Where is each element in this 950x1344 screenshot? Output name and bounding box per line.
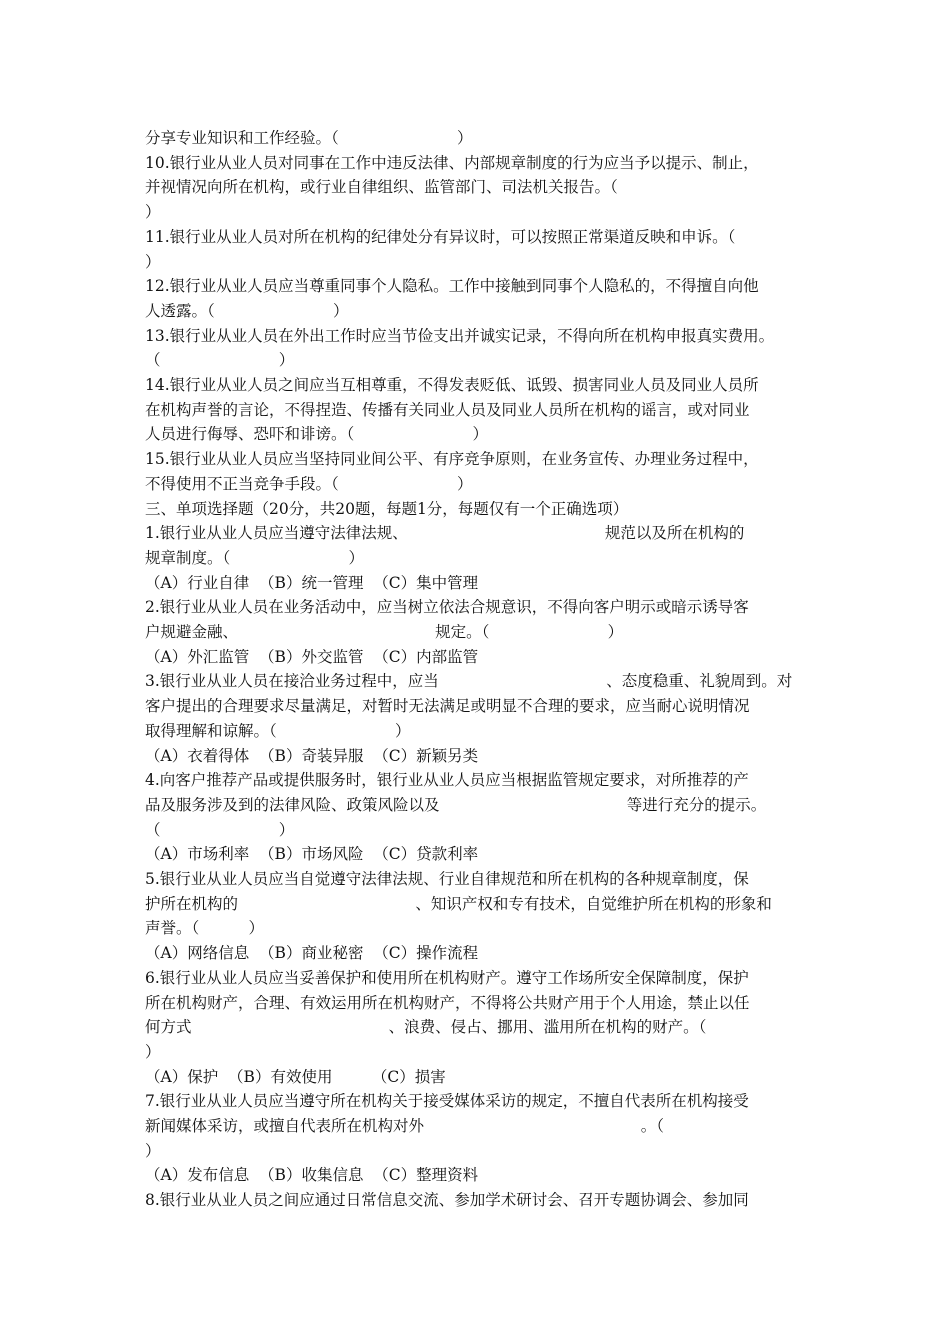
text-line: 6.银行业从业人员应当妥善保护和使用所在机构财产。遵守工作场所安全保障制度，保护 <box>145 968 749 987</box>
text-line: 15.银行业从业人员应当坚持同业间公平、有序竞争原则，在业务宣传、办理业务过程中， <box>145 450 759 469</box>
text-line: 户规避金融、 规定。（ ） <box>145 623 624 641</box>
text-line: ） <box>145 203 161 222</box>
text-line: （A）网络信息 （B）商业秘密 （C）操作流程 <box>145 944 479 963</box>
text-line: 新闻媒体采访，或擅自代表所在机构对外 。（ <box>145 1117 665 1135</box>
text-line: （A）发布信息 （B）收集信息 （C）整理资料 <box>145 1166 479 1185</box>
text-line: （ ） <box>145 820 295 839</box>
text-line: 所在机构财产，合理、有效运用所在机构财产，不得将公共财产用于个人用途，禁止以任 <box>145 993 750 1012</box>
text-line: 并视情况向所在机构，或行业自律组织、监管部门、司法机关报告。（ <box>145 178 618 197</box>
text-line: 三、单项选择题（20分，共20题，每题1分，每题仅有一个正确选项） <box>145 499 629 518</box>
text-line: 12.银行业从业人员应当尊重同事个人隐私。工作中接触到同事个人隐私的，不得擅自向他 <box>145 277 759 296</box>
text-line: ） <box>145 252 161 271</box>
text-line: 10.银行业从业人员对同事在工作中违反法律、内部规章制度的行为应当予以提示、制止， <box>145 153 759 172</box>
text-line: 品及服务涉及到的法律风险、政策风险以及 等进行充分的提示。 <box>145 795 767 814</box>
text-line: 客户提出的合理要求尽量满足，对暂时无法满足或明显不合理的要求，应当耐心说明情况 <box>145 697 750 716</box>
text-line: ） <box>145 1042 161 1061</box>
text-line: 3.银行业从业人员在接洽业务过程中，应当 、态度稳重、礼貌周到。对 <box>145 672 793 691</box>
text-line: 声誉。（ ） <box>145 919 265 938</box>
text-line: 11.银行业从业人员对所在机构的纪律处分有异议时，可以按照正常渠道反映和申诉。（ <box>145 227 736 246</box>
text-line: 2.银行业从业人员在业务活动中，应当树立依法合规意识，不得向客户明示或暗示诱导客 <box>145 598 749 617</box>
text-line: （A）保护 （B）有效使用 （C）损害 <box>145 1067 446 1086</box>
text-line: 1.银行业从业人员应当遵守法律法规、 规范以及所在机构的 <box>145 524 745 543</box>
text-line: （A）外汇监管 （B）外交监管 （C）内部监管 <box>145 647 479 666</box>
text-line: 7.银行业从业人员应当遵守所在机构关于接受媒体采访的规定，不擅自代表所在机构接受 <box>145 1092 749 1111</box>
text-line: 13.银行业从业人员在外出工作时应当节俭支出并诚实记录，不得向所在机构申报真实费用。 <box>145 326 775 345</box>
text-line: 8.银行业从业人员之间应通过日常信息交流、参加学术研讨会、召开专题协调会、参加同 <box>145 1191 749 1210</box>
text-line: （ ） <box>145 351 295 370</box>
text-line: 何方式 、浪费、侵占、挪用、滥用所在机构的财产。（ <box>145 1018 707 1037</box>
text-line: 取得理解和谅解。（ ） <box>145 721 411 740</box>
text-line: 不得使用不正当竞争手段。（ ） <box>145 474 473 493</box>
text-line: 5.银行业从业人员应当自觉遵守法律法规、行业自律规范和所在机构的各种规章制度，保 <box>145 870 749 888</box>
text-line: 人员进行侮辱、恐吓和诽谤。（ ） <box>145 425 488 444</box>
text-line: 14.银行业从业人员之间应当互相尊重，不得发表贬低、诋毁、损害同业人员及同业人员所 <box>145 376 759 394</box>
text-line: 在机构声誉的言论，不得捏造、传播有关同业人员及同业人员所在机构的谣言，或对同业 <box>145 400 750 419</box>
text-line: 4.向客户推荐产品或提供服务时，银行业从业人员应当根据监管规定要求，对所推荐的产 <box>145 771 749 790</box>
text-line: 分享专业知识和工作经验。（ ） <box>145 129 473 147</box>
text-line: 规章制度。（ ） <box>145 548 364 567</box>
text-line: ） <box>145 1141 161 1160</box>
text-line: （A）行业自律 （B）统一管理 （C）集中管理 <box>145 573 479 592</box>
text-line: 护所在机构的 、知识产权和专有技术，自觉维护所在机构的形象和 <box>145 894 772 913</box>
text-line: （A）衣着得体 （B）奇装异服 （C）新颖另类 <box>145 746 479 765</box>
text-line: 人透露。（ ） <box>145 301 349 320</box>
text-line: （A）市场利率 （B）市场风险 （C）贷款利率 <box>145 845 479 864</box>
